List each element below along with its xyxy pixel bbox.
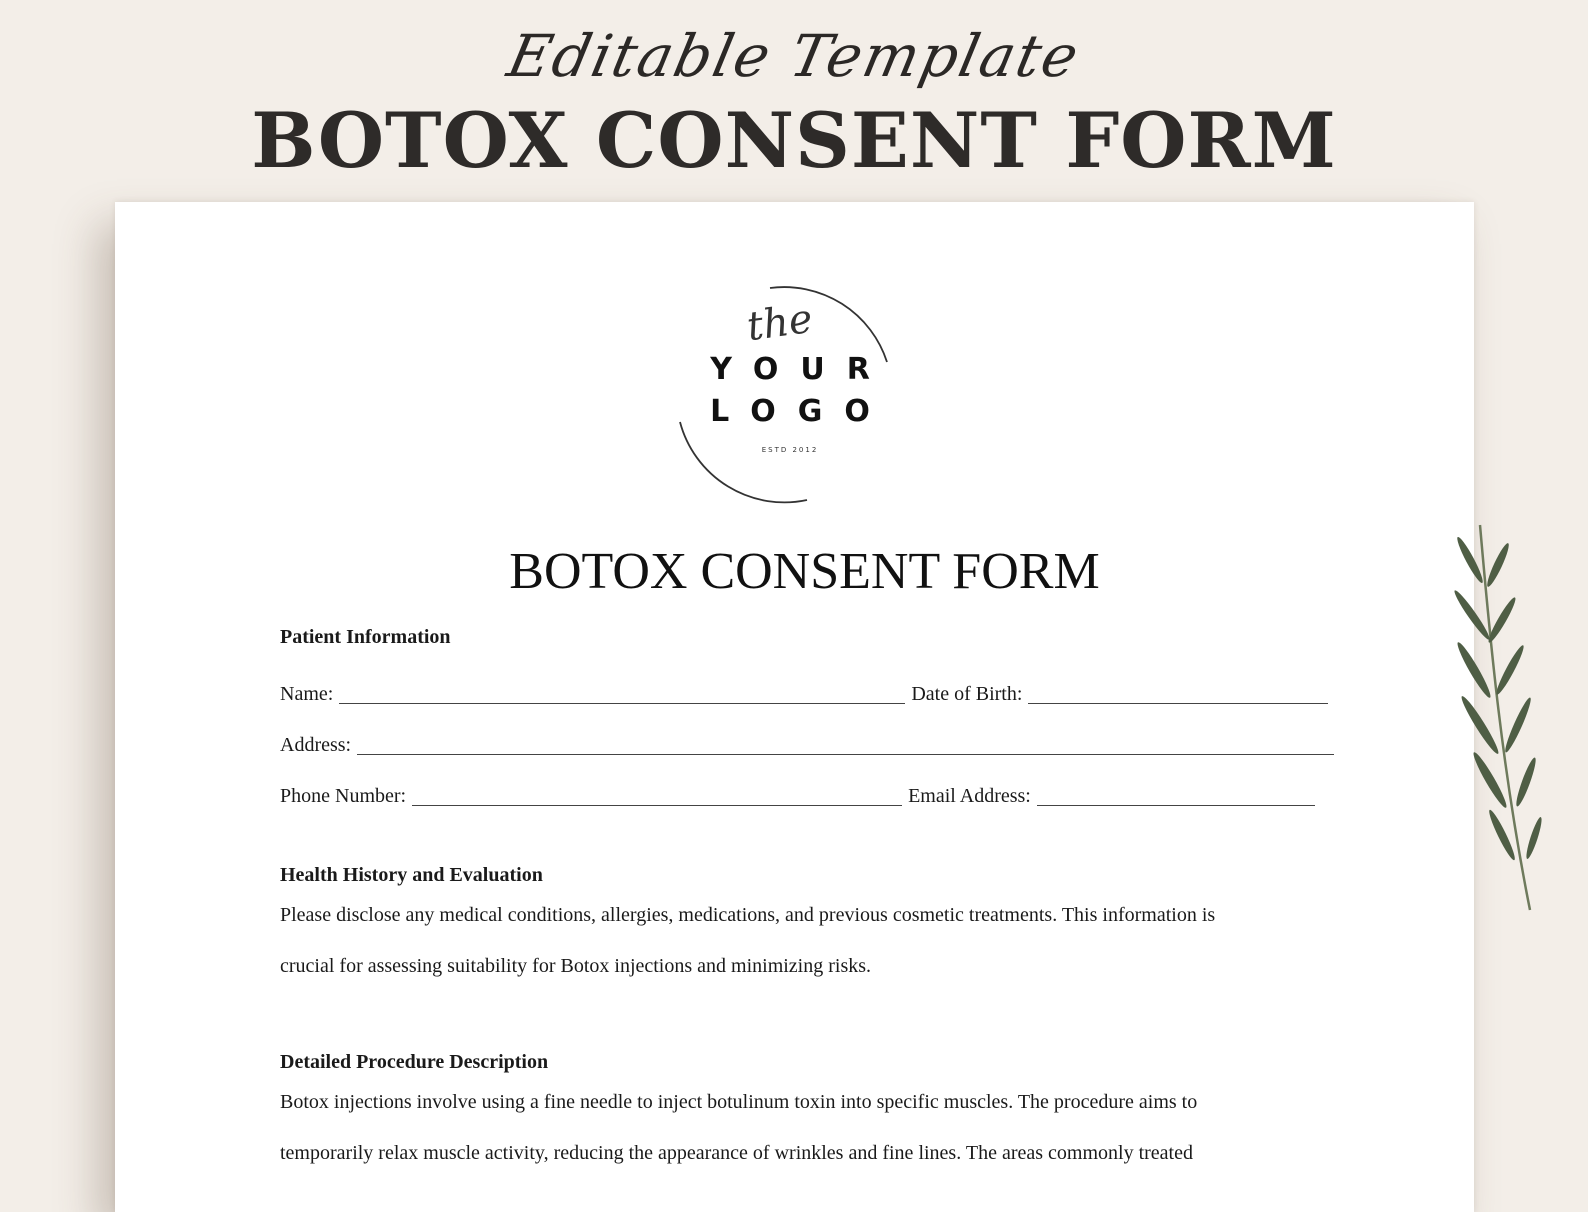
health-history-text-line2: crucial for assessing suitability for Botox injections and minimizing risks. xyxy=(280,955,872,977)
phone-field[interactable] xyxy=(412,785,902,806)
dob-label: Date of Birth: xyxy=(911,683,1023,705)
logo-estd: ESTD 2012 xyxy=(761,446,819,454)
name-field[interactable] xyxy=(339,683,905,704)
field-row-name-dob xyxy=(280,672,1340,706)
form-content xyxy=(280,622,1340,1179)
logo-placeholder xyxy=(675,282,905,512)
field-row-phone-email xyxy=(280,757,1340,808)
section-heading-health-history: Health History and Evaluation xyxy=(280,864,543,886)
procedure-text-line1: Botox injections involve using a fine needle to inject botulinum toxin into specific muscles. The procedure aims to xyxy=(280,1091,1198,1113)
name-label: Name: xyxy=(280,683,334,705)
dob-field[interactable] xyxy=(1028,683,1328,704)
logo-script-the: the xyxy=(744,295,816,351)
procedure-text-line2: temporarily relax muscle activity, reducing the appearance of wrinkles and fine lines. The areas commonly treated xyxy=(280,1142,1193,1164)
banner-script-heading: Editable Template xyxy=(501,22,1087,90)
field-row-address xyxy=(280,706,1340,757)
document-sheet xyxy=(115,202,1474,1212)
phone-label: Phone Number: xyxy=(280,785,407,807)
banner-title: BOTOX CONSENT FORM xyxy=(251,96,1337,185)
logo-text-line1: YOUR xyxy=(710,352,892,387)
address-field[interactable] xyxy=(357,734,1334,755)
section-heading-procedure-description: Detailed Procedure Description xyxy=(280,1051,549,1073)
address-label: Address: xyxy=(280,734,352,756)
email-label: Email Address: xyxy=(908,785,1031,807)
health-history-text-line1: Please disclose any medical conditions, allergies, medications, and previous cosmetic treatments. This information is xyxy=(280,904,1216,926)
rosemary-sprig-icon xyxy=(1440,520,1550,920)
section-heading-patient-information: Patient Information xyxy=(280,626,451,648)
logo-text-line2: LOGO xyxy=(710,394,892,429)
email-field[interactable] xyxy=(1037,785,1315,806)
document-title: BOTOX CONSENT FORM xyxy=(509,543,1100,600)
